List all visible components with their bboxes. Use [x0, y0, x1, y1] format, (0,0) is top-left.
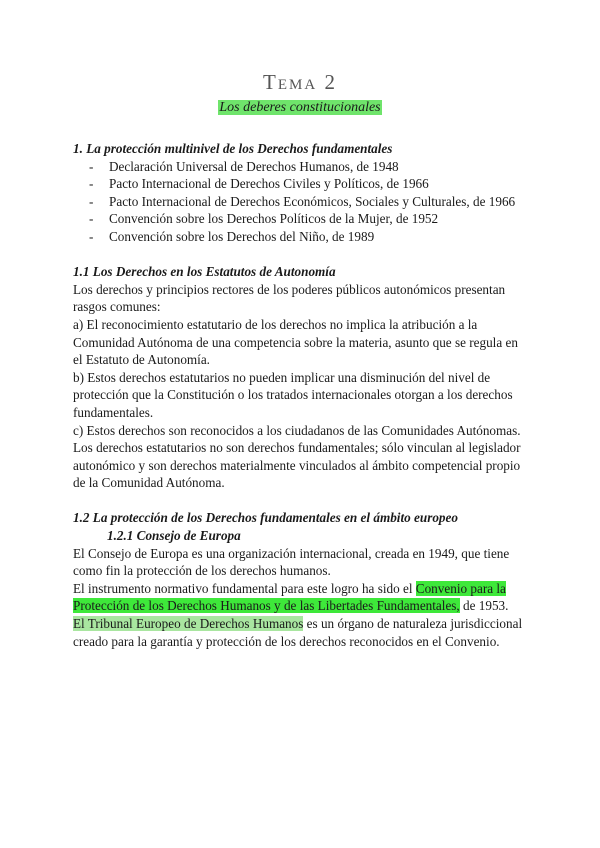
list-item: - Convención sobre los Derechos del Niño, de 1989	[89, 228, 523, 246]
subtitle-text: Los deberes constitucionales	[219, 100, 381, 115]
text-run: es un órgano de naturaleza jurisdiccional creado para la garantía y protección de los derechos reconocidos en el Convenio.	[73, 616, 523, 649]
paragraph: Los derechos estatutarios no son derechos fundamentales; sólo vinculan al legislador autonómico y son derechos materialmente vinculados al ámbito competencial propio de la Comunidad Autónoma.	[73, 440, 521, 491]
text-run: de 1953.	[459, 598, 509, 614]
page-subtitle	[0, 100, 600, 116]
paragraph: El Consejo de Europa es una organización internacional, creada en 1949, que tiene como fin la protección de los derechos humanos.	[73, 545, 510, 579]
paragraph	[73, 580, 523, 615]
list-item: - Convención sobre los Derechos Políticos de la Mujer, de 1952	[89, 210, 523, 228]
section-1-2-1-heading: 1.2.1 Consejo de Europa	[107, 528, 241, 544]
paragraph: c) Estos derechos son reconocidos a los ciudadanos de las Comunidades Autónomas.	[73, 422, 521, 438]
list-item: - Pacto Internacional de Derechos Económicos, Sociales y Culturales, de 1966	[89, 193, 523, 211]
page-title: Tema 2	[263, 70, 337, 94]
section-1-2-heading: 1.2 La protección de los Derechos fundamentales en el ámbito europeo	[73, 510, 458, 526]
list-item: - Pacto Internacional de Derechos Civiles y Políticos, de 1966	[89, 175, 523, 193]
section-1-heading: 1. La protección multinivel de los Derechos fundamentales	[73, 141, 393, 156]
paragraph: a) El reconocimiento estatutario de los derechos no implica la atribución a la Comunidad Autónoma de una competencia sobre la materia, asunto que se regula en el Estatuto de Autonomía.	[73, 316, 518, 368]
document-body	[73, 140, 523, 650]
paragraph: b) Estos derechos estatutarios no pueden implicar una disminución del nivel de protección que la Constitución o los tratados internacionales otorgan a los derechos fundamentales.	[73, 369, 513, 420]
paragraph: Los derechos y principios rectores de los poderes públicos autonómicos presentan rasgos comunes:	[73, 281, 506, 315]
paragraph	[73, 615, 523, 650]
highlighted-text: Convenio para la Protección de los Derechos Humanos y de las Libertades Fundamentales,	[73, 580, 506, 614]
highlighted-text: El Tribunal Europeo de Derechos Humanos	[73, 616, 304, 632]
list-item: - Declaración Universal de Derechos Humanos, de 1948	[89, 158, 523, 176]
section-1-1-heading: 1.1 Los Derechos en los Estatutos de Autonomía	[73, 264, 336, 280]
text-run: El instrumento normativo fundamental para este logro ha sido el	[73, 580, 416, 596]
treaty-list	[73, 158, 523, 246]
